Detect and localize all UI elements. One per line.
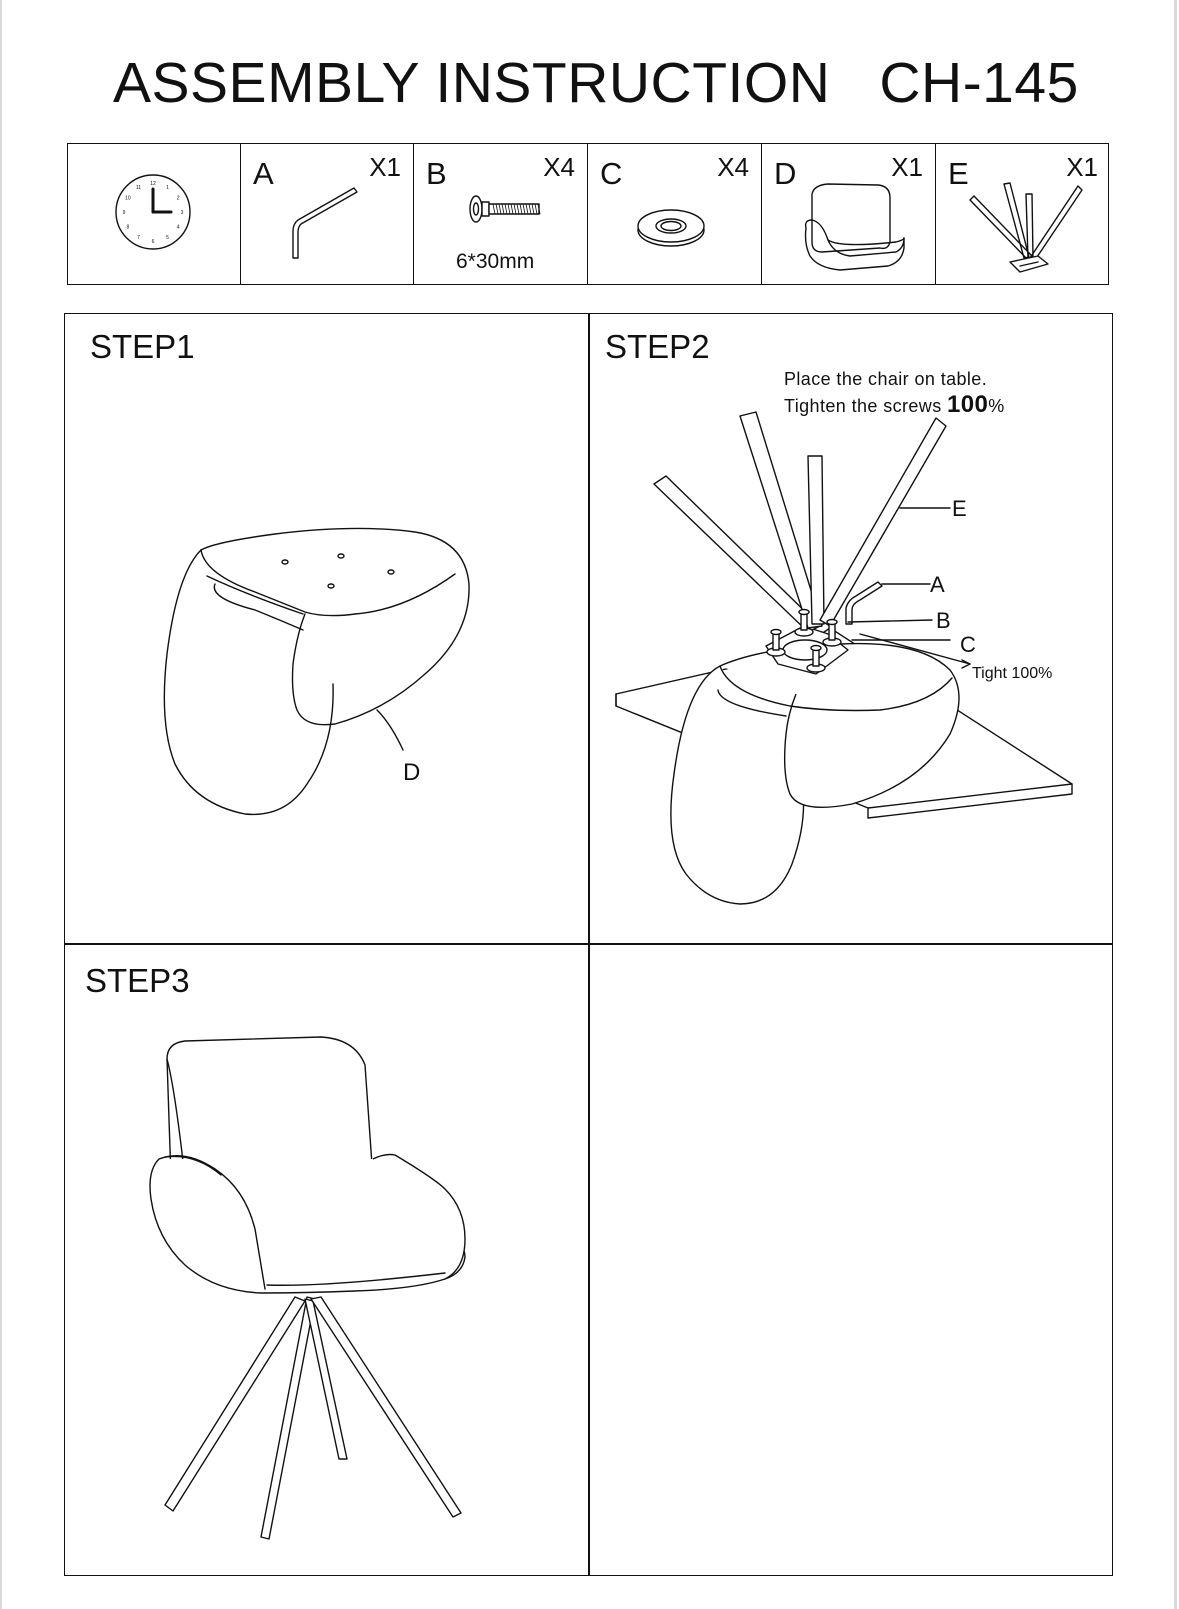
clock-number: 3 <box>180 210 184 216</box>
clock-icon <box>113 172 193 252</box>
step1-label: STEP1 <box>90 328 195 365</box>
clock-number: 4 <box>176 224 180 231</box>
page-title: ASSEMBLY INSTRUCTION CH-145 <box>113 51 1079 115</box>
chair-seat-icon <box>800 182 910 274</box>
step1-seat-illustration <box>155 514 485 834</box>
part-e-letter: E <box>948 156 969 191</box>
step3-label: STEP3 <box>85 962 190 999</box>
part-d-cell <box>761 144 935 284</box>
leg-base-icon <box>966 182 1086 282</box>
allen-key-icon <box>286 184 366 264</box>
part-a-letter: A <box>253 156 274 191</box>
clock-number: 7 <box>137 235 140 242</box>
step2-assembly-illustration <box>590 394 1110 914</box>
parts-cell-time <box>68 144 240 284</box>
clock-number: 8 <box>126 224 130 231</box>
grid-divider-horizontal <box>65 943 1112 945</box>
washer-icon <box>635 202 715 252</box>
bolt-icon <box>469 194 549 224</box>
part-a-cell <box>240 144 413 284</box>
clock-number: 6 <box>151 239 155 245</box>
part-d-letter: D <box>774 156 797 191</box>
step1-callout-d: D <box>403 759 421 786</box>
part-a-qty: X1 <box>369 152 401 182</box>
step3-chair-illustration <box>145 1029 485 1529</box>
part-b-letter: B <box>426 156 447 191</box>
part-c-letter: C <box>600 156 623 191</box>
steps-grid <box>64 313 1113 1576</box>
instruction-emphasis: 100 <box>947 391 989 418</box>
clock-number: 2 <box>176 195 180 202</box>
step2-callout-a: A <box>930 572 945 597</box>
instruction-text: Tighten the screws <box>784 396 947 416</box>
step2-callout-b: B <box>936 608 951 633</box>
clock-number: 9 <box>122 210 126 216</box>
page-edge-right <box>1174 0 1177 1609</box>
part-e-cell <box>935 144 1110 284</box>
part-d-qty: X1 <box>891 152 923 182</box>
step2-label: STEP2 <box>605 328 710 365</box>
part-c-qty: X4 <box>717 152 749 182</box>
step2-instruction-line1: Place the chair on table. <box>784 369 988 389</box>
part-c-cell <box>587 144 761 284</box>
part-b-qty: X4 <box>543 152 575 182</box>
part-b-cell <box>413 144 587 284</box>
instruction-percent: % <box>988 396 1005 416</box>
part-e-qty: X1 <box>1066 152 1098 182</box>
clock-number: 5 <box>166 235 169 242</box>
step2-callout-c: C <box>960 632 976 657</box>
parts-table <box>67 143 1109 285</box>
clock-number: 12 <box>150 181 156 187</box>
clock-number: 1 <box>166 184 169 191</box>
page-edge-left <box>0 0 2 1609</box>
clock-number: 11 <box>135 184 142 191</box>
part-b-size: 6*30mm <box>456 250 535 273</box>
step2-callout-e: E <box>952 496 967 521</box>
clock-number: 10 <box>125 195 131 202</box>
step2-callout-tight: Tight 100% <box>972 665 1053 682</box>
